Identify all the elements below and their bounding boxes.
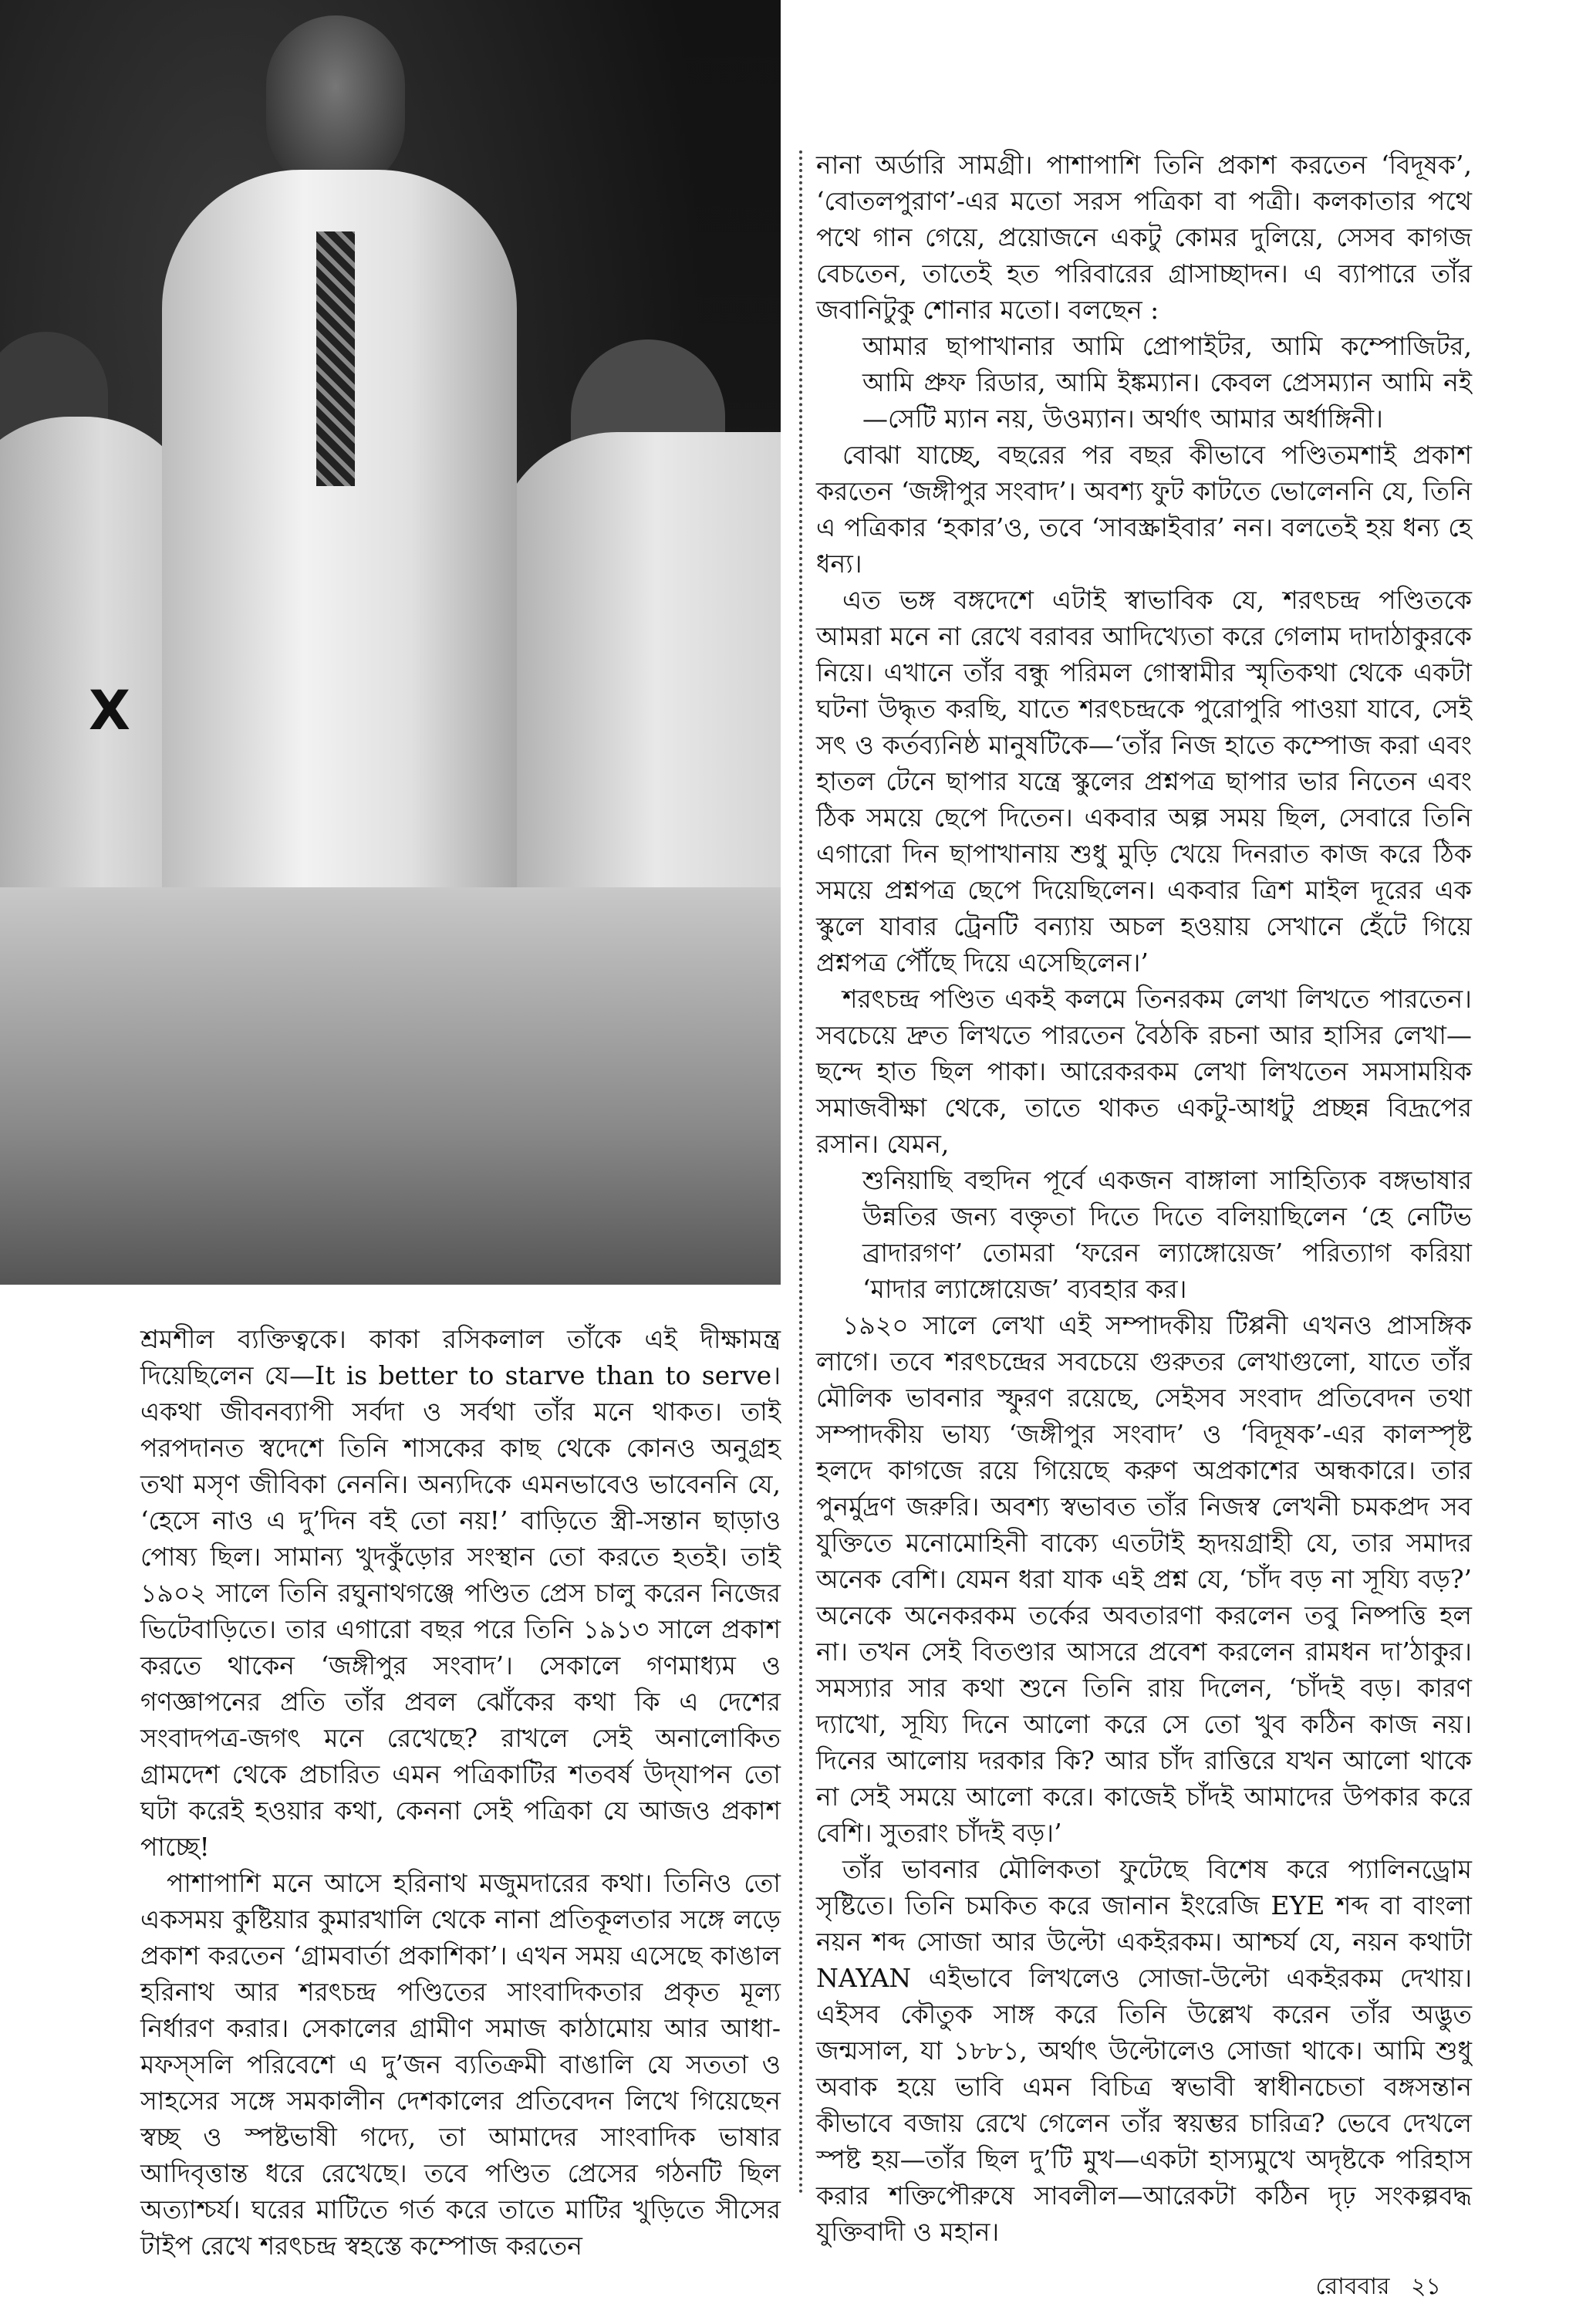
paragraph: শ্রমশীল ব্যক্তিত্বকে। কাকা রসিকলাল তাঁকে এই দীক্ষামন্ত্র দিয়েছিলেন যে—It is better to starve than to serve। একথা জীবনব্যাপী সর্বদা ও সর্বথা তাঁর মনে থাকত। তাই পরপদানত স্বদেশে তিনি শাসকের কাছ থেকে কোনও অনুগ্রহ তথা মসৃণ জীবিকা নেননি। অন্যদিকে এমনভাবেও ভাবেননি যে, ‘হেসে নাও এ দু’দিন বই তো নয়!’ বাড়িতে স্ত্রী-সন্তান ছাড়াও পোষ্য ছিল। সামান্য খুদকুঁড়োর সংস্থান তো করতে হতই। তাই ১৯০২ সালে তিনি রঘুনাথগঞ্জে পণ্ডিত প্রেস চালু করেন নিজের ভিটেবাড়িতে। তার এগারো বছর পরে তিনি ১৯১৩ সালে প্রকাশ করতে থাকেন ‘জঙ্গীপুর সংবাদ’। সেকালে গণমাধ্যম ও গণজ্ঞাপনের প্রতি তাঁর প্রবল ঝোঁকের কথা কি এ দেশের সংবাদপত্র-জগৎ মনে রেখেছে? রাখলে সেই অনালোকিত গ্রামদেশ থেকে প্রচারিত এমন পত্রিকাটির শতবর্ষ উদ্‌যাপন তো ঘটা করেই হওয়ার কথা, কেননা সেই পত্রিকা যে আজও প্রকাশ পাচ্ছে! <box>140 1324 781 1862</box>
page-number: ২১ <box>1411 2273 1441 2300</box>
block-quote: শুনিয়াছি বহুদিন পূর্বে একজন বাঙ্গালা সাহিত্যিক বঙ্গভাষার উন্নতির জন্য বক্তৃতা দিতে দিতে বলিয়াছিলেন ‘হে নেটিভ ব্রাদারগণ’ তোমরা ‘ফরেন ল্যাঙ্গোয়েজ’ পরিত্যাগ করিয়া ‘মাদার ল্যাঙ্গোয়েজ’ ব্যবহার কর। <box>862 1165 1472 1304</box>
paragraph: বোঝা যাচ্ছে, বছরের পর বছর কীভাবে পণ্ডিতমশাই প্রকাশ করতেন ‘জঙ্গীপুর সংবাদ’। অবশ্য ফুট কাটতে ভোলেননি যে, তিনি এ পত্রিকার ‘হকার’ও, তবে ‘সাবস্ক্রাইবার’ নন। বলতেই হয় ধন্য হে ধন্য। <box>816 440 1472 579</box>
right-text-column <box>816 147 1472 2302</box>
paragraph: ১৯২০ সালে লেখা এই সম্পাদকীয় টিপ্পনী এখনও প্রাসঙ্গিক লাগে। তবে শরৎচন্দ্রের সবচেয়ে গুরুতর লেখাগুলো, যাতে তাঁর মৌলিক ভাবনার স্ফুরণ রয়েছে, সেইসব সংবাদ প্রতিবেদন তথা সম্পাদকীয় ভায্য ‘জঙ্গীপুর সংবাদ’ ও ‘বিদূষক’-এর কালস্পৃষ্ট হলদে কাগজে রয়ে গিয়েছে করুণ অপ্রকাশের অন্ধকারে। তার পুনর্মুদ্রণ জরুরি। অবশ্য স্বভাবত তাঁর নিজস্ব লেখনী চমকপ্রদ সব যুক্তিতে মনোমোহিনী বাক্যে এতটাই হৃদয়গ্রাহী যে, তার সমাদর অনেক বেশি। যেমন ধরা যাক এই প্রশ্ন যে, ‘চাঁদ বড় না সূয্যি বড়?’ অনেকে অনেকরকম তর্কের অবতারণা করলেন তবু নিষ্পত্তি হল না। তখন সেই বিতণ্ডার আসরে প্রবেশ করলেন রামধন দা’ঠাকুর। সমস্যার সার কথা শুনে তিনি রায় দিলেন, ‘চাঁদই বড়। কারণ দ্যাখো, সূয্যি দিনে আলো করে সে তো খুব কঠিন কাজ নয়। দিনের আলোয় দরকার কি? আর চাঁদ রাত্তিরে যখন আলো থাকে না সেই সময়ে আলো করে। কাজেই চাঁদই আমাদের উপকার করে বেশি। সুতরাং চাঁদই বড়।’ <box>816 1310 1472 1848</box>
paragraph: নানা অর্ডারি সামগ্রী। পাশাপাশি তিনি প্রকাশ করতেন ‘বিদূষক’, ‘বোতলপুরাণ’-এর মতো সরস পত্রিকা বা পত্রী। কলকাতার পথে পথে গান গেয়ে, প্রয়োজনে একটু কোমর দুলিয়ে, সেসব কাগজ বেচতেন, তাতেই হত পরিবারের গ্রাসাচ্ছাদন। এ ব্যাপারে তাঁর জবানিটুকু শোনার মতো। বলছেন : <box>816 150 1472 325</box>
photo-x-mark: X <box>89 679 130 742</box>
archival-photo <box>0 0 781 1285</box>
photo-table <box>0 887 781 1285</box>
paragraph: এত ভঙ্গ বঙ্গদেশে এটাই স্বাভাবিক যে, শরৎচন্দ্র পণ্ডিতকে আমরা মনে না রেখে বরাবর আদিখ্যেতা করে গেলাম দাদাঠাকুরকে নিয়ে। এখানে তাঁর বন্ধু পরিমল গোস্বামীর স্মৃতিকথা থেকে একটা ঘটনা উদ্ধৃত করছি, যাতে শরৎচন্দ্রকে পুরোপুরি পাওয়া যাবে, সেই সৎ ও কর্তব্যনিষ্ঠ মানুষটিকে—‘তাঁর নিজ হাতে কম্পোজ করা এবং হাতল টেনে ছাপার যন্ত্রে স্কুলের প্রশ্নপত্র ছাপার ভার নিতেন এবং ঠিক সময়ে ছেপে দিতেন। একবার অল্প সময় ছিল, সেবারে তিনি এগারো দিন ছাপাখানায় শুধু মুড়ি খেয়ে দিনরাত কাজ করে ঠিক সময়ে প্রশ্নপত্র ছেপে দিয়েছিলেন। একবার ত্রিশ মাইল দূরের এক স্কুলে যাবার ট্রেনটি বন্যায় অচল হওয়ায় সেখানে হেঁটে গিয়ে প্রশ্নপত্র পৌঁছে দিয়ে এসেছিলেন।’ <box>816 585 1472 978</box>
paragraph: শরৎচন্দ্র পণ্ডিত একই কলমে তিনরকম লেখা লিখতে পারতেন। সবচেয়ে দ্রুত লিখতে পারতেন বৈঠকি রচনা আর হাসির লেখা—ছন্দে হাত ছিল পাকা। আরেকরকম লেখা লিখতেন সমসাময়িক সমাজবীক্ষা থেকে, তাতে থাকত একটু-আধটু প্রচ্ছন্ন বিদ্রূপের রসান। যেমন, <box>816 984 1472 1159</box>
photo-tie <box>316 231 355 486</box>
block-quote: আমার ছাপাখানার আমি প্রোপাইটর, আমি কম্পোজিটর, আমি প্রুফ রিডার, আমি ইঙ্কম্যান। কেবল প্রেসম্যান আমি নই—সেটি ম্যান নয়, উওম্যান। অর্থাৎ আমার অর্ধাঙ্গিনী। <box>862 331 1472 434</box>
paragraph: তাঁর ভাবনার মৌলিকতা ফুটেছে বিশেষ করে প্যালিনড্রোম সৃষ্টিতে। তিনি চমকিত করে জানান ইংরেজি EYE শব্দ বা বাংলা নয়ন শব্দ সোজা আর উল্টো একইরকম। আশ্চর্য যে, নয়ন কথাটা NAYAN এইভাবে লিখলেও সোজা-উল্টো একইরকম দেখায়। এইসব কৌতুক সাঙ্গ করে তিনি উল্লেখ করেন তাঁর অদ্ভুত জন্মসাল, যা ১৮৮১, অর্থাৎ উল্টোলেও সোজা থাকে। আমি শুধু অবাক হয়ে ভাবি এমন বিচিত্র স্বভাবী স্বাধীনচেতা বঙ্গসন্তান কীভাবে বজায় রেখে গেলেন তাঁর স্বয়ম্ভর চারিত্র? ভেবে দেখলে স্পষ্ট হয়—তাঁর ছিল দু’টি মুখ—একটা হাস্যমুখে অদৃষ্টকে পরিহাস করার শক্তিপৌরুষে সাবলীল—আরেকটা কঠিন দৃঢ় সংকল্পবদ্ধ যুক্তিবাদী ও মহান। <box>816 1854 1472 2247</box>
page-footer <box>816 2272 1472 2302</box>
paragraph: পাশাপাশি মনে আসে হরিনাথ মজুমদারের কথা। তিনিও তো একসময় কুষ্টিয়ার কুমারখালি থেকে নানা প্রতিকূলতার সঙ্গে লড়ে প্রকাশ করতেন ‘গ্রামবার্তা প্রকাশিকা’। এখন সময় এসেছে কাঙাল হরিনাথ আর শরৎচন্দ্র পণ্ডিতের সাংবাদিকতার প্রকৃত মূল্য নির্ধারণ করার। সেকালের গ্রামীণ সমাজ কাঠামোয় আর আধা-মফস্‌সলি পরিবেশে এ দু’জন ব্যতিক্রমী বাঙালি যে সততা ও সাহসের সঙ্গে সমকালীন দেশকালের প্রতিবেদন লিখে গিয়েছেন স্বচ্ছ ও স্পষ্টভাষী গদ্যে, তা আমাদের সাংবাদিক ভাষার আদিবৃত্তান্ত ধরে রেখেছে। তবে পণ্ডিত প্রেসের গঠনটি ছিল অত্যাশ্চর্য। ঘরের মাটিতে গর্ত করে তাতে মাটির খুড়িতে সীসের টাইপ রেখে শরৎচন্দ্র স্বহস্তে কম্পোজ করতেন <box>140 1868 781 2261</box>
column-divider <box>799 150 802 2195</box>
photo-person-center-head <box>266 15 405 193</box>
magazine-name: রোববার <box>1315 2273 1390 2300</box>
left-text-column <box>140 1321 781 2264</box>
